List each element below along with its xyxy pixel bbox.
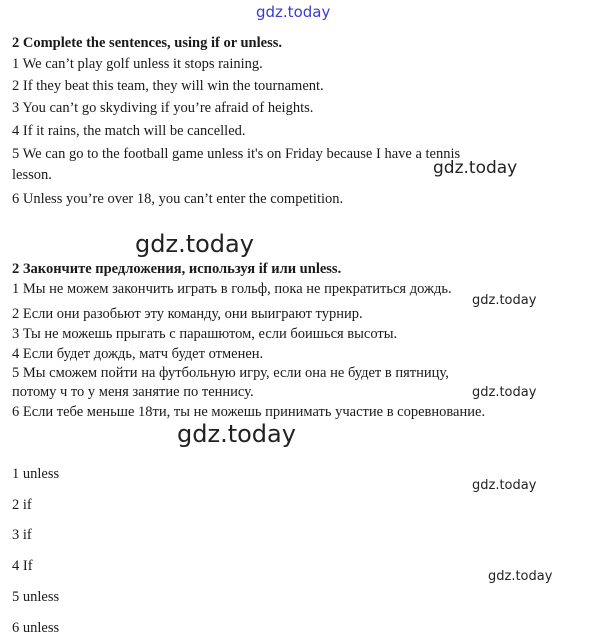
russian-line-5: 5 Мы сможем пойти на футбольную игру, если она не будет в пятницу, <box>12 365 449 381</box>
russian-line-6: 6 Если тебе меньше 18ти, ты не можешь принимать участие в соревнование. <box>12 404 486 420</box>
answer-6: 6 unless <box>12 620 60 636</box>
watermark: gdz.today <box>135 230 254 258</box>
russian-heading: 2 Закончите предложения, используя if или unless. <box>12 261 342 277</box>
russian-line-2: 2 Если они разобьют эту команду, они выиграют турнир. <box>12 306 363 322</box>
english-line-4: 4 If it rains, the match will be cancelled. <box>12 123 246 139</box>
answer-5: 5 unless <box>12 589 60 605</box>
answer-2: 2 if <box>12 497 32 513</box>
watermark: gdz.today <box>433 158 518 178</box>
english-line-1: 1 We can’t play golf unless it stops raining. <box>12 56 263 72</box>
english-line-6: 6 Unless you’re over 18, you can’t enter the competition. <box>12 191 344 207</box>
answer-1: 1 unless <box>12 466 60 482</box>
russian-line-5-cont: потому ч то у меня занятие по теннису. <box>12 384 254 400</box>
english-line-5-cont: lesson. <box>12 167 52 183</box>
russian-line-1: 1 Мы не можем закончить играть в гольф, пока не прекратиться дождь. <box>12 281 452 297</box>
watermark: gdz.today <box>488 569 553 584</box>
watermark: gdz.today <box>472 478 537 493</box>
russian-line-4: 4 Если будет дождь, матч будет отменен. <box>12 346 264 362</box>
watermark: gdz.today <box>472 293 537 308</box>
english-line-2: 2 If they beat this team, they will win the tournament. <box>12 78 324 94</box>
answer-3: 3 if <box>12 527 32 543</box>
answer-4: 4 If <box>12 558 33 574</box>
english-line-3: 3 You can’t go skydiving if you’re afraid of heights. <box>12 100 314 116</box>
watermark: gdz.today <box>177 420 296 448</box>
english-line-5: 5 We can go to the football game unless it's on Friday because I have a tennis <box>12 146 461 162</box>
english-heading: 2 Complete the sentences, using if or unless. <box>12 35 282 51</box>
russian-line-3: 3 Ты не можешь прыгать с парашютом, если боишься высоты. <box>12 326 398 342</box>
watermark: gdz.today <box>472 385 537 400</box>
watermark-top: gdz.today <box>256 3 331 21</box>
